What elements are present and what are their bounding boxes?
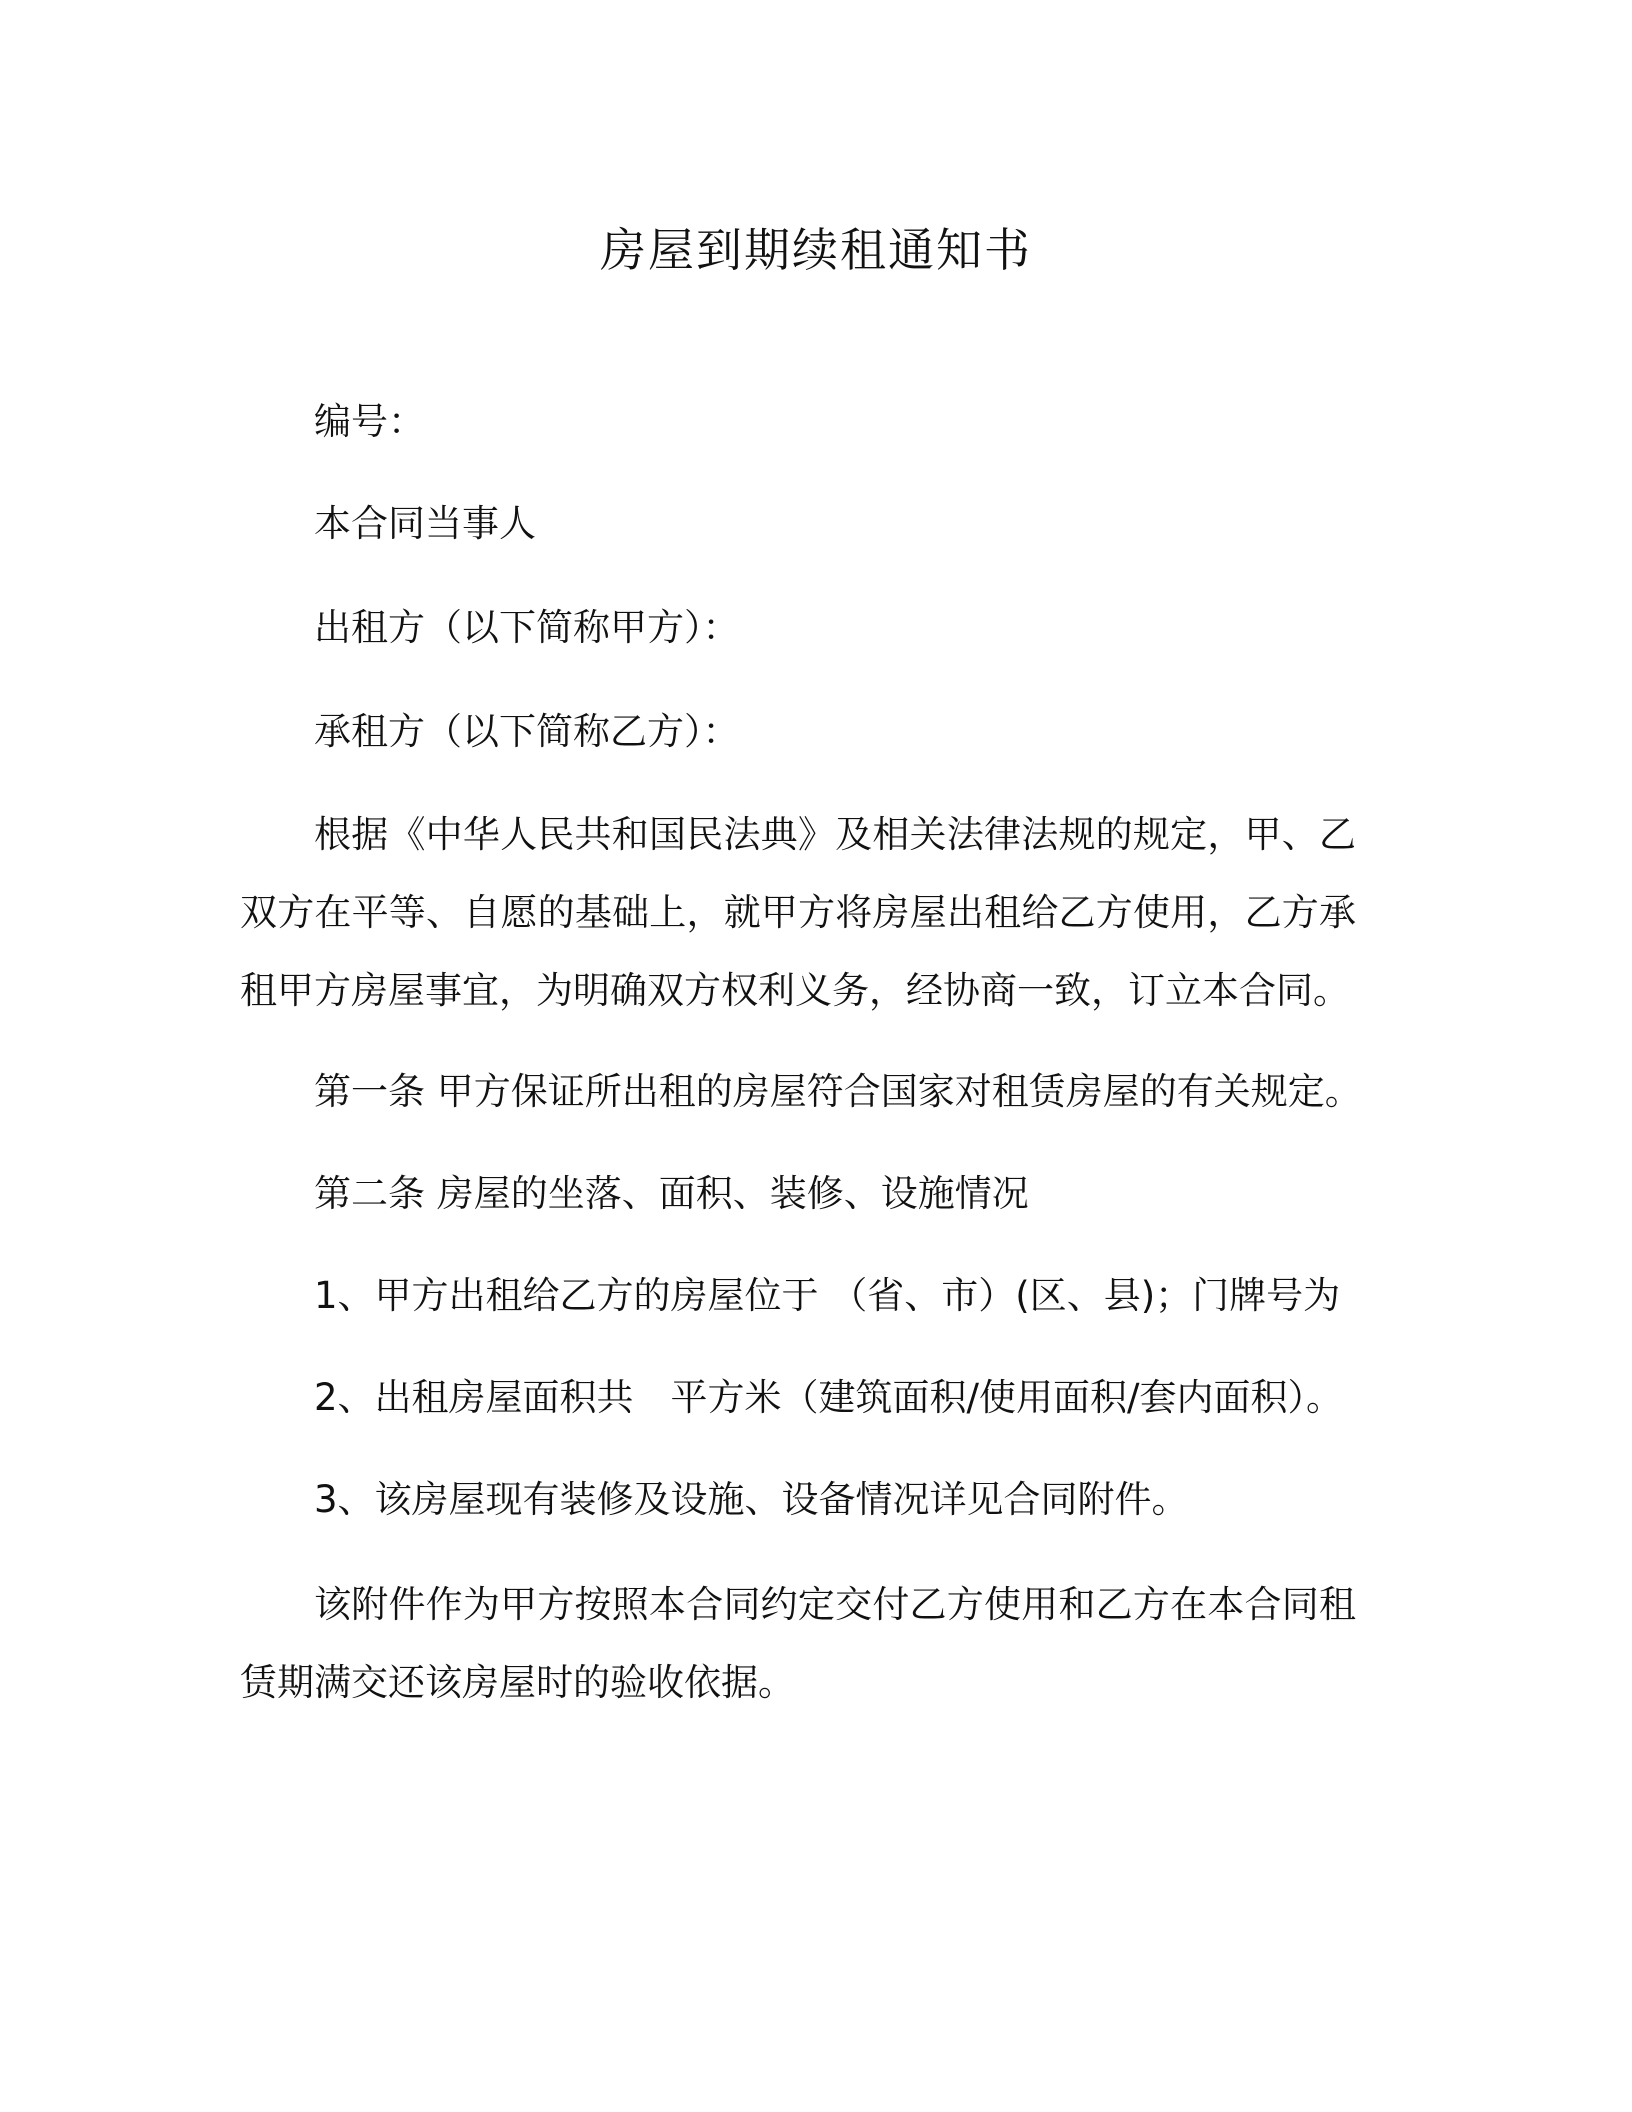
article-2-item-1: 1、甲方出租给乙方的房屋位于 （省、市）(区、县)；门牌号为 [314,1274,1341,1317]
lessor-line: 出租方（以下简称甲方）： [314,606,740,649]
article-1: 第一条 甲方保证所出租的房屋符合国家对租赁房屋的有关规定。 [314,1070,1362,1113]
preamble-paragraph: 根据《中华人民共和国民法典》及相关法律法规的规定，甲、乙双方在平等、自愿的基础上，就甲方将房屋出租给乙方使用，乙方承租甲方房屋事宜，为明确双方权利义务，经协商一致，订立本合同。 [240,813,1356,1012]
annex-note-paragraph: 该附件作为甲方按照本合同约定交付乙方使用和乙方在本合同租赁期满交还该房屋时的验收依据。 [240,1583,1356,1704]
document-title: 房屋到期续租通知书 [600,223,1032,277]
parties-heading: 本合同当事人 [314,502,536,545]
contract-number-label: 编号： [314,400,425,443]
article-2-item-2: 2、出租房屋面积共 平方米（建筑面积/使用面积/套内面积）。 [314,1376,1343,1419]
article-2-item-3: 3、该房屋现有装修及设施、设备情况详见合同附件。 [314,1478,1189,1521]
article-2-heading: 第二条 房屋的坐落、面积、装修、设施情况 [314,1172,1029,1215]
lessee-line: 承租方（以下简称乙方）： [314,710,740,753]
